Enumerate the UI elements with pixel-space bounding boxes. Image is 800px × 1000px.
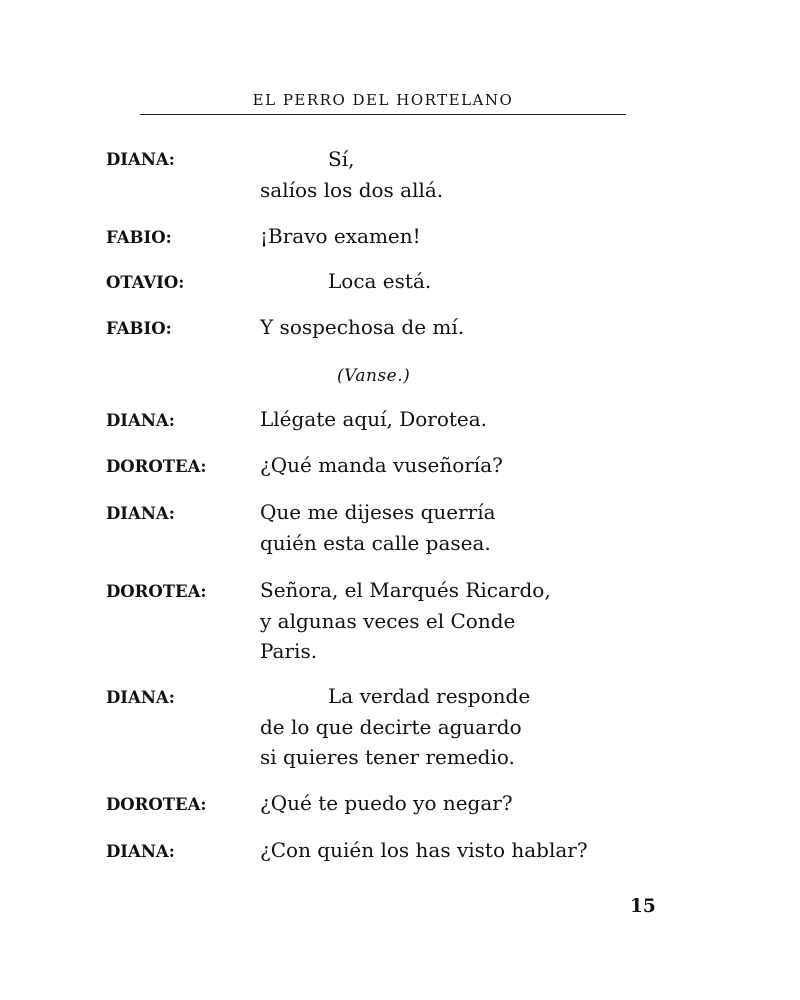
speech-text xyxy=(260,266,431,297)
speaker-name: DIANA: xyxy=(106,504,175,523)
verse-line: Loca está. xyxy=(328,269,432,293)
verse-line: quién esta calle pasea. xyxy=(260,530,491,555)
speech-text xyxy=(260,404,487,435)
verse-line: salíos los dos allá. xyxy=(260,177,444,202)
verse-line: ¿Con quién los has visto hablar? xyxy=(260,838,588,862)
verse-line: si quieres tener remedio. xyxy=(260,745,515,769)
header-rule xyxy=(140,114,626,115)
verse-line: ¿Qué te puedo yo negar? xyxy=(260,791,513,815)
verse-line: y algunas veces el Conde xyxy=(260,608,516,633)
verse-line: Paris. xyxy=(260,639,318,663)
speaker-name: FABIO: xyxy=(106,228,172,247)
verse-line: de lo que decirte aguardo xyxy=(260,714,522,739)
speaker-name: DOROTEA: xyxy=(106,457,207,476)
running-head: EL PERRO DEL HORTELANO xyxy=(252,91,514,109)
verse-line: Y sospechosa de mí. xyxy=(260,315,465,339)
speech-text xyxy=(260,788,513,819)
stage-direction: (Vanse.) xyxy=(337,366,411,386)
speech-text xyxy=(260,450,503,481)
speech-text xyxy=(260,312,464,343)
speech-text xyxy=(260,575,551,667)
verse-line: La verdad responde xyxy=(328,684,531,708)
speaker-name: OTAVIO: xyxy=(106,273,185,292)
speech-text xyxy=(260,681,530,773)
speaker-name: DIANA: xyxy=(106,150,175,169)
speaker-name: DOROTEA: xyxy=(106,795,207,814)
verse-line: Señora, el Marqués Ricardo, xyxy=(260,578,551,602)
verse-line: Llégate aquí, Dorotea. xyxy=(260,407,488,431)
verse-line: Sí, xyxy=(328,147,355,171)
speech-text xyxy=(260,835,588,866)
speech-text xyxy=(260,497,496,558)
speech-text xyxy=(260,144,443,205)
verse-line: Que me dijeses querría xyxy=(260,500,496,524)
verse-line: ¿Qué manda vuseñoría? xyxy=(260,453,503,477)
page-number: 15 xyxy=(630,896,656,917)
speaker-name: DIANA: xyxy=(106,688,175,707)
verse-line: ¡Bravo examen! xyxy=(260,224,421,248)
speaker-name: DIANA: xyxy=(106,842,175,861)
speaker-name: DOROTEA: xyxy=(106,582,207,601)
speech-text xyxy=(260,221,421,252)
speaker-name: FABIO: xyxy=(106,319,172,338)
speaker-name: DIANA: xyxy=(106,411,175,430)
